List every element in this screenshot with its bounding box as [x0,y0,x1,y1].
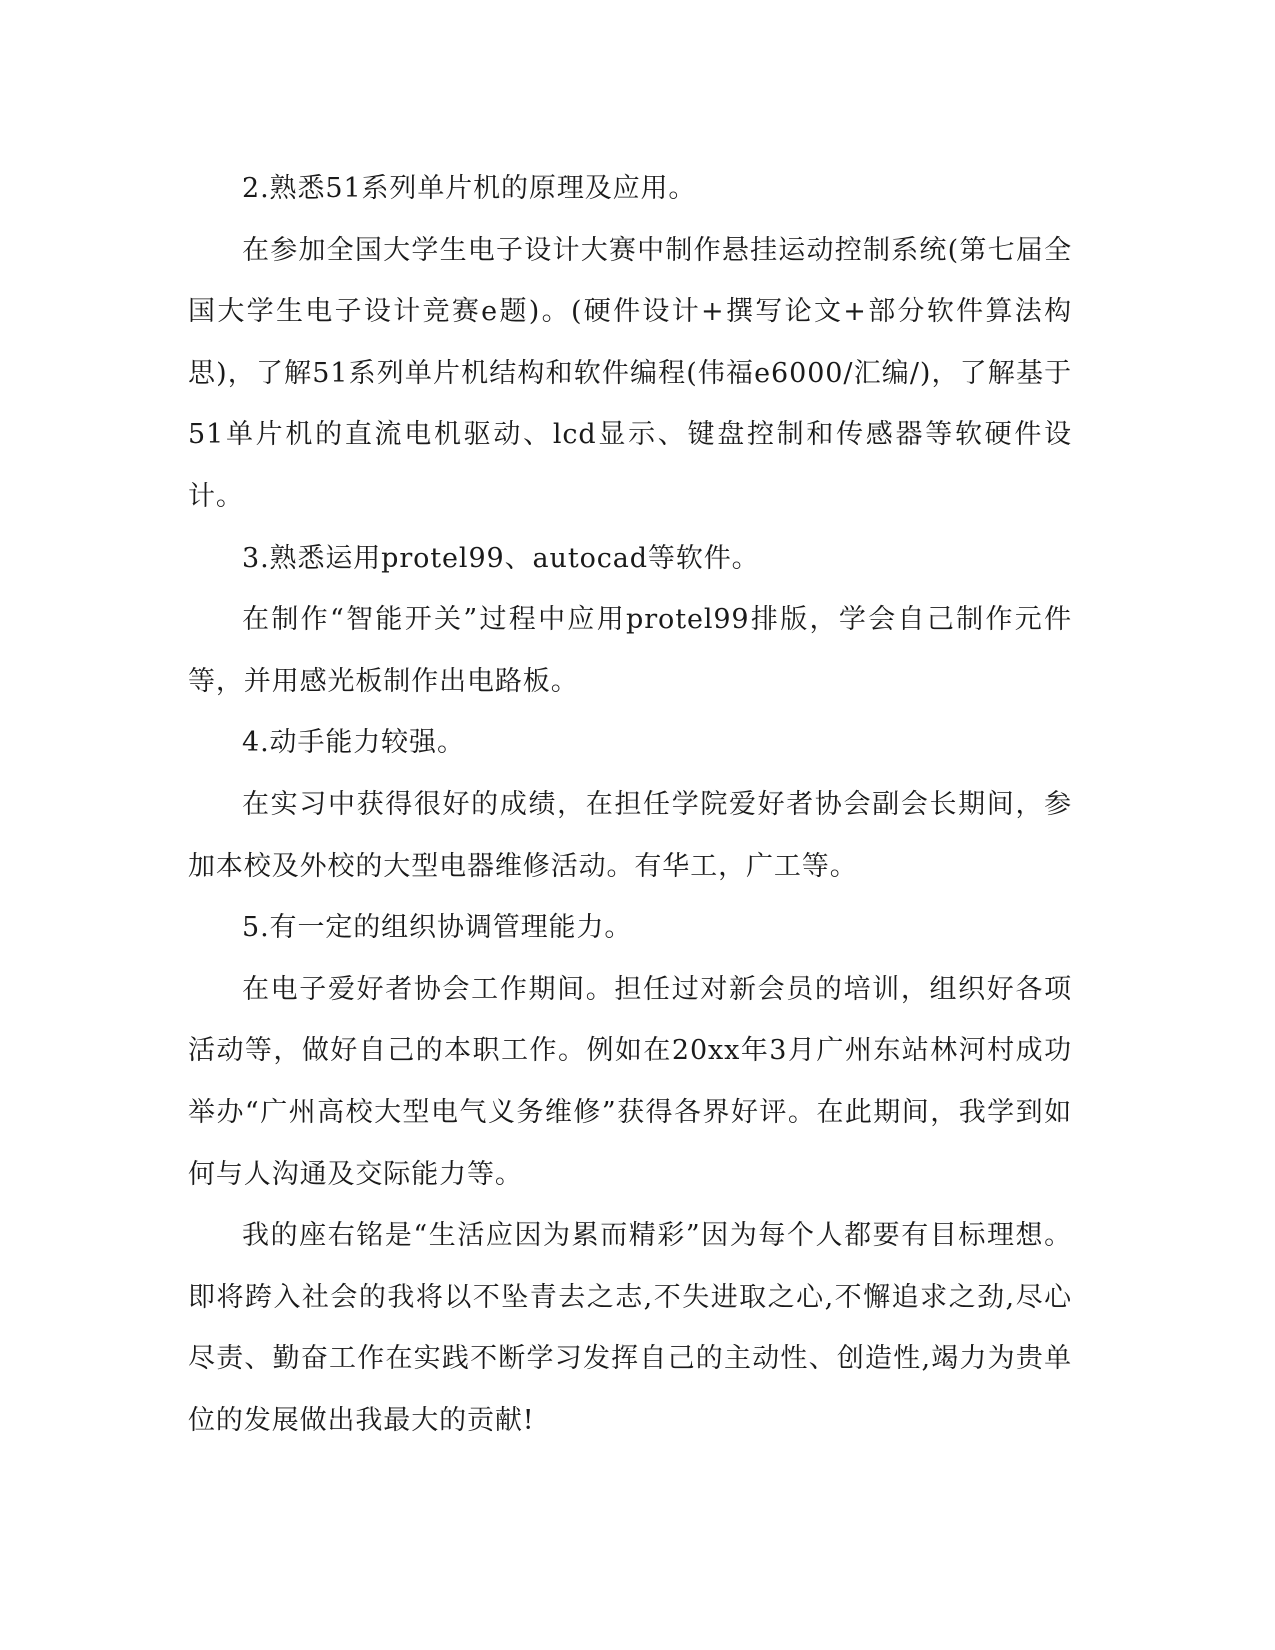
heading-skill-2: 2.熟悉51系列单片机的原理及应用。 [242,173,697,204]
heading-skill-5: 5.有一定的组织协调管理能力。 [242,912,633,944]
paragraph-microcontroller: 在参加全国大学生电子设计大赛中制作悬挂运动控制系统(第七届全国大学生电子设计竞赛e题)。(硬件设计+撰写论文+部分软件算法构思)，了解51系列单片机结构和软件编程(伟福e6000/汇编/)，了解基于51单片机的直流电机驱动、lcd显示、键盘控制和传感器等软硬件设计。 [188,234,1072,512]
paragraph-hands-on: 在实习中获得很好的成绩，在担任学院爱好者协会副会长期间，参加本校及外校的大型电器维修活动。有华工，广工等。 [188,788,1072,882]
paragraph-motto: 我的座右铭是“生活应因为累而精彩”因为每个人都要有目标理想。即将跨入社会的我将以不坠青去之志,不失进取之心,不懈追求之劲,尽心尽责、勤奋工作在实践不断学习发挥自己的主动性、创造性,竭力为贵单位的发展做出我最大的贡献! [188,1220,1072,1436]
paragraph-organization: 在电子爱好者协会工作期间。担任过对新会员的培训，组织好各项活动等，做好自己的本职工作。例如在20xx年3月广州东站林河村成功举办“广州高校大型电气义务维修”获得各界好评。在此期间，我学到如何与人沟通及交际能力等。 [188,973,1072,1190]
paragraph-protel: 在制作“智能开关”过程中应用protel99排版，学会自己制作元件等，并用感光板制作出电路板。 [188,604,1072,697]
heading-skill-3: 3.熟悉运用protel99、autocad等软件。 [242,542,760,574]
heading-skill-4: 4.动手能力较强。 [242,727,465,759]
document-body [188,158,1072,1451]
